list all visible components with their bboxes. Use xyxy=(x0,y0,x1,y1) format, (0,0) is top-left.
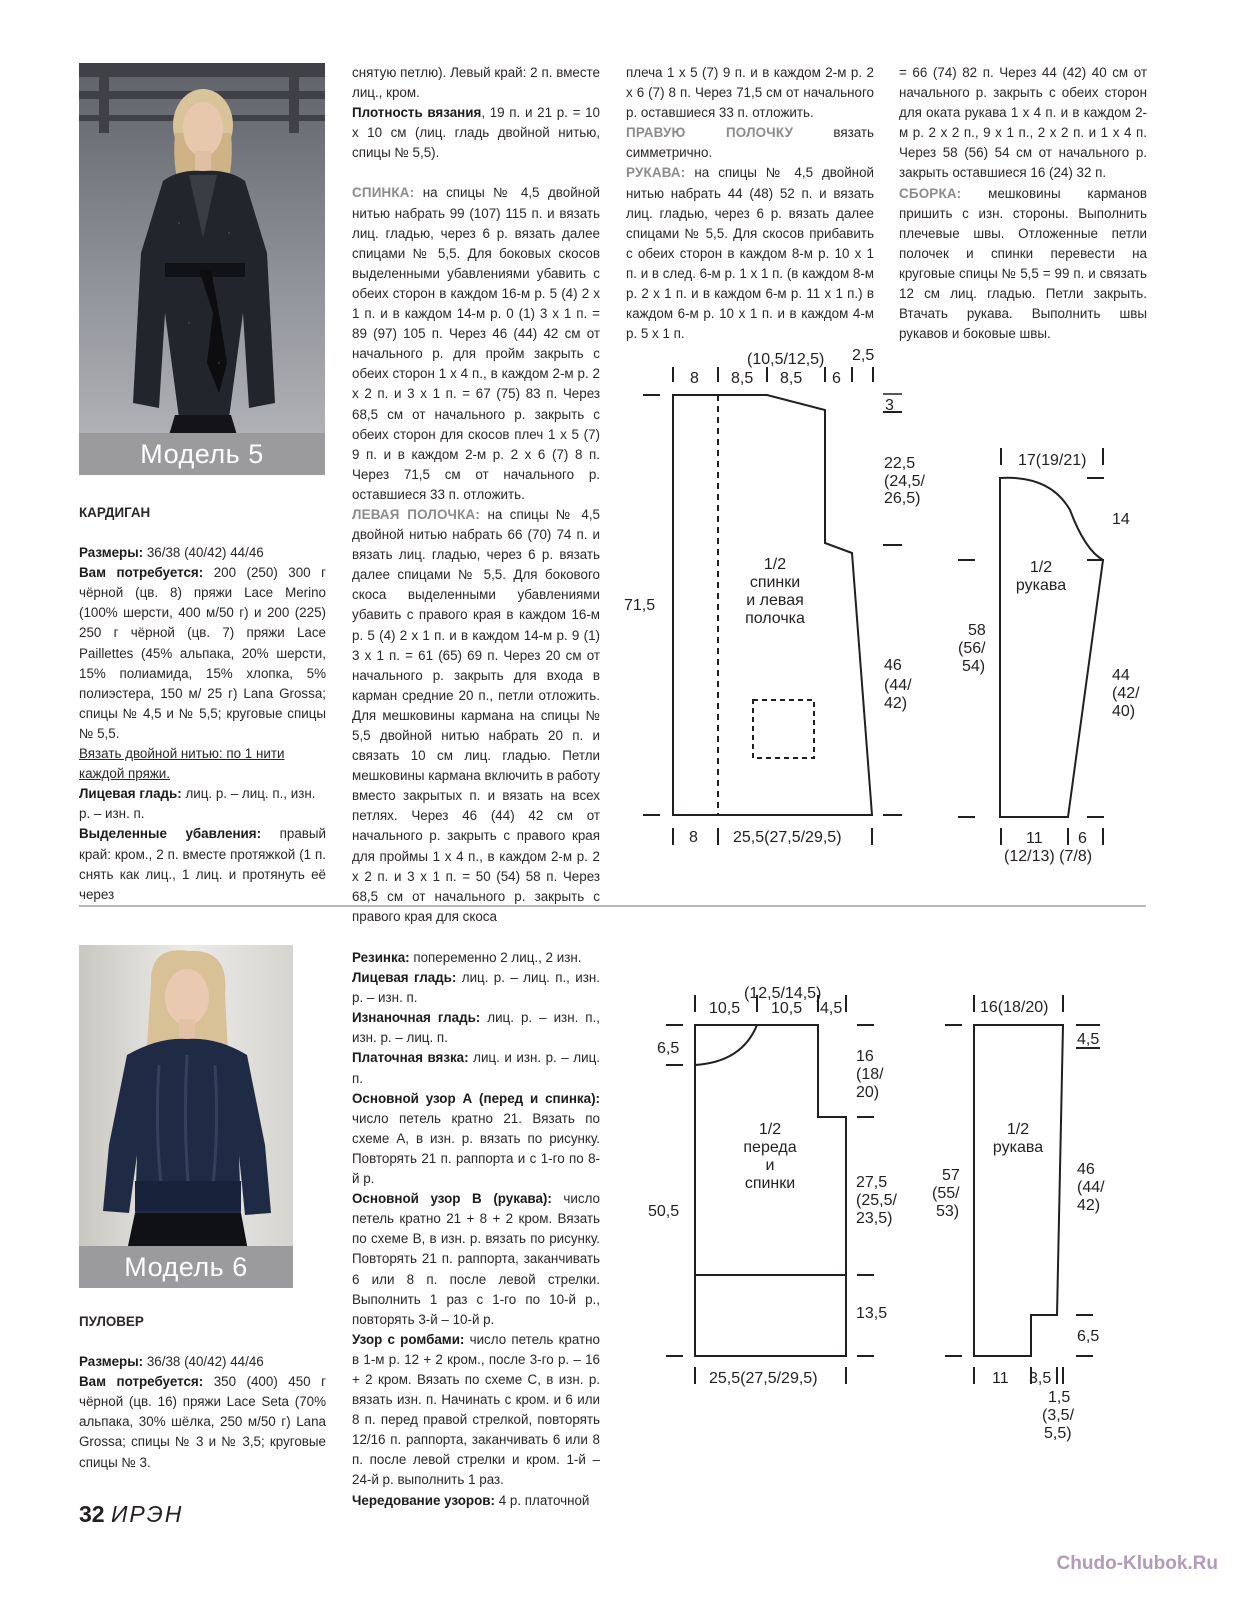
model-6-photo xyxy=(79,945,293,1288)
d4-right-45: 4,5 xyxy=(1077,1031,1100,1048)
model-6-title: ПУЛОВЕР xyxy=(79,1314,144,1329)
svg-text:53): 53) xyxy=(936,1203,960,1220)
model-5-photo xyxy=(79,63,325,475)
d1-bottom-8: 8 xyxy=(689,829,698,846)
svg-text:5,5): 5,5) xyxy=(1044,1425,1072,1442)
d3-top-mid: (12,5/14,5) xyxy=(744,985,822,1002)
model-5-back: СПИНКА: на спицы № 4,5 двойной нитью набрать 99 (107) 115 п. и вязать лиц. гладью, через 6 р. вязать далее спицами № 5,5. Для боковых скосов выделенными убавлениями убавить с обеих сторон в каждом 16-м р. 5 (4) 2 х 1 п. и в каждом 14-м р. 0 (1) 3 х 1 п. = 89 (97) 105 п. Через 46 (44) 42 см от начального р. для пройм закрыть с обеих сторон 1 х 4 п., в каждом 2-м р. 2 х 2 п. и 3 х 1 п. = 67 (75) 83 п. Через 68,5 см от начального р. закрыть с обеих сторон для скосов плеч 1 х 5 (7) 9 п. и в каждом 2-м р. 2 х 6 (7) 8 п. Через 71,5 см от начального р. оставшиеся 33 п. отложить. xyxy=(352,185,600,502)
svg-text:рукава: рукава xyxy=(1015,577,1067,594)
section-divider xyxy=(79,905,1146,907)
d1-label: 1/2 xyxy=(763,556,787,573)
d4-right-65: 6,5 xyxy=(1077,1328,1100,1345)
model-6-pattern-b: Основной узор В (рукава): число петель кратно 21 + 8 + 2 кром. Вязать по схеме В, в изн. р. вязать по рисунку. Повторять 21 п. раппорта, заканчивать 6 или 8 п. после левой стрелки. Выполнить 1 раз с 1-го по 10-й р., повторять 3-й – 10-й р. xyxy=(352,1191,600,1327)
svg-text:(18/: (18/ xyxy=(856,1066,884,1083)
d3-right-275: 27,5 xyxy=(856,1174,888,1191)
d4-top: 16(18/20) xyxy=(980,999,1049,1016)
svg-text:рукава: рукава xyxy=(992,1139,1044,1156)
model-6-caption: Модель 6 xyxy=(79,1246,293,1288)
model-6-rib: Резинка: попеременно 2 лиц., 2 изн. xyxy=(352,950,582,965)
d3-left-65: 6,5 xyxy=(657,1040,680,1057)
magazine-name: ИРЭН xyxy=(110,1501,184,1527)
model-5-title: КАРДИГАН xyxy=(79,505,151,520)
d1-top-25: 2,5 xyxy=(852,347,875,364)
svg-text:переда: переда xyxy=(743,1139,797,1156)
model-5-right-front: ПРАВУЮ ПОЛОЧКУ вязать симметрично. xyxy=(626,125,874,161)
cardigan-body-schematic xyxy=(615,335,925,870)
d4-label: 1/2 xyxy=(1006,1121,1030,1138)
d2-right-14: 14 xyxy=(1112,511,1130,528)
svg-text:26,5): 26,5) xyxy=(884,490,921,507)
d4-bottom-15: 1,5 xyxy=(1048,1389,1071,1406)
svg-text:и левая: и левая xyxy=(746,592,804,609)
svg-text:полочка: полочка xyxy=(745,610,805,627)
model-6-diamond-pattern: Узор с ромбами: число петель кратно в 1-м р. 12 + 2 кром., после 3-го р. – 16 + 2 кром. Вязать по схеме С, в изн. р. вязать изн. п. Начинать с кром. и 6 или 8 п. перед правой стрелкой, повторять 12/16 п. раппорта, заканчивать 6 или 8 п. после левой стрелки и кром. 1-й – 24-й р. выполнить 1 раз. xyxy=(352,1331,600,1488)
model-6-alternation: Чередование узоров: 4 р. платочной xyxy=(352,1492,590,1508)
model-5-double-yarn-note: Вязать двойной нитью: по 1 нити каждой пряжи. xyxy=(79,746,285,782)
model-6-reverse: Изнаночная гладь: лиц. р. – изн. п., изн. р. – лиц. п. xyxy=(352,1010,600,1046)
d4-bottom-35: 3,5 xyxy=(1029,1370,1052,1387)
d3-top-105b: 10,5 xyxy=(771,1000,803,1017)
cardigan-model-illustration xyxy=(79,63,325,475)
svg-text:42): 42) xyxy=(884,695,908,712)
d2-label: 1/2 xyxy=(1029,559,1053,576)
svg-text:(42/: (42/ xyxy=(1112,685,1140,702)
model-5-col4-continuation: = 66 (74) 82 п. Через 44 (42) 40 см от начального р. закрыть с обеих сторон для оката рукава 1 х 4 п. и в каждом 2-м р. 2 х 2 п., 9 х 1 п., 2 х 2 п. и 1 х 4 п. Через 58 (56) 54 см от начального р. закрыть оставшиеся 16 (24) 32 п. xyxy=(899,65,1147,181)
d3-right-16: 16 xyxy=(856,1048,874,1065)
svg-text:(24,5/: (24,5/ xyxy=(884,473,925,490)
d1-top-85a: 8,5 xyxy=(731,370,754,387)
d3-right-135: 13,5 xyxy=(856,1305,888,1322)
svg-text:спинки: спинки xyxy=(744,1175,796,1192)
model-6-column-1 xyxy=(79,1312,326,1473)
cardigan-sleeve-schematic xyxy=(950,440,1150,870)
svg-text:23,5): 23,5) xyxy=(856,1210,893,1227)
model-5-sleeves: РУКАВА: на спицы № 4,5 двойной нитью набрать 44 (48) 52 п. и вязать лиц. гладью, через 6 р. вязать далее спицами № 5,5. Для скосов прибавить с обеих сторон в каждом 8-м р. 10 х 1 п. и в след. 6-м р. 1 х 1 п. (в каждом 8-м р. 2 х 1 п. и в каждом 6-м р. 11 х 1 п.) в каждом 6-м р. 10 х 1 п. и в каждом 4-м р. 5 х 1 п. xyxy=(626,165,874,342)
d2-left-58: 58 xyxy=(968,622,986,639)
d1-left-715: 71,5 xyxy=(624,597,656,614)
svg-text:20): 20) xyxy=(856,1084,880,1101)
d1-right-46: 46 xyxy=(884,657,902,674)
svg-text:54): 54) xyxy=(962,658,986,675)
d1-right-225: 22,5 xyxy=(884,455,916,472)
svg-text:(55/: (55/ xyxy=(932,1185,960,1202)
d3-label: 1/2 xyxy=(758,1121,782,1138)
page-number: 32 xyxy=(79,1501,105,1527)
model-5-assembly: СБОРКА: мешковины карманов пришить с изн. стороны. Выполнить плечевые швы. Отложенные петли полочек и спинки перевести на круговые спицы № 5,5 = 99 п. и связать 12 см лиц. гладью. Петли закрыть. Втачать рукава. Выполнить швы рукавов и боковые швы. xyxy=(899,185,1147,342)
model-5-caption: Модель 5 xyxy=(79,433,325,475)
model-5-sizes: Размеры: 36/38 (40/42) 44/46 xyxy=(79,545,264,561)
pullover-body-schematic xyxy=(640,975,910,1395)
d2-top: 17(19/21) xyxy=(1018,452,1087,469)
model-5-column-1 xyxy=(79,503,326,905)
model-5-decreases: Выделенные убавления: правый край: кром., 2 п. вместе протяжкой (1 п. снять как лиц., 1 лиц. и протянуть её через xyxy=(79,826,326,902)
svg-text:(44/: (44/ xyxy=(1077,1179,1105,1196)
d4-left-57: 57 xyxy=(942,1167,960,1184)
d2-right-44: 44 xyxy=(1112,667,1130,684)
model-6-pattern-a: Основной узор А (перед и спинка): число петель кратно 21. Вязать по схеме А, в изн. р. вязать по рисунку. Повторять 21 п. раппорта и с 1-го по 8-й р. xyxy=(352,1090,600,1187)
svg-text:40): 40) xyxy=(1112,703,1136,720)
page-folio xyxy=(79,1501,183,1528)
d4-right-46: 46 xyxy=(1077,1161,1095,1178)
model-5-column-3 xyxy=(626,63,874,344)
svg-text:спинки: спинки xyxy=(749,574,801,591)
model-5-stocking-stitch: Лицевая гладь: лиц. р. – лиц. п., изн. р. – изн. п. xyxy=(79,786,316,822)
d2-bottom-sub: (12/13) (7/8) xyxy=(1004,848,1093,865)
model-6-materials: Вам потребуется: 350 (400) 450 г чёрной (цв. 16) пряжи Lace Seta (70% альпака, 30% шёлка, 250 м/50 г) Lana Grossa; спицы № 3 и № 3,5; круговые спицы № 3. xyxy=(79,1374,326,1470)
model-5-materials: Вам потребуется: 200 (250) 300 г чёрной (цв. 8) пряжи Lace Merino (100% шерсти, 400 м/50 г) и 200 (225) 250 г чёрной (цв. 7) пряжи Lace Paillettes (45% альпака, 20% шерсти, 15% полиамида, 15% хлопка, 5% полиэстера, 150 м/ 25 г) Lana Grossa; спицы № 4,5 и № 5,5; круговые спицы № 5,5. xyxy=(79,565,326,741)
model-5-left-front: ЛЕВАЯ ПОЛОЧКА: на спицы № 4,5 двойной нитью набрать 66 (70) 74 п. и вязать лиц. гладью, через 6 р. вязать далее спицами № 5,5. Для бокового скоса выделенными убавлениями убавить с правого края в каждом 16-м р. 5 (4) 2 х 1 п. и в каждом 14-м р. 9 (1) 3 х 1 п. = 61 (65) 69 п. Через 20 см от начального р. закрыть для входа в карман средние 20 п., петли отложить. Для мешковины кармана на спицы № 5,5 двойной нитью набрать 20 п. и связать 10 см лиц. гладью. Петли мешковины кармана включить в работу вместо закрытых п. и вязать на всех петлях. Через 46 (44) 42 см от начального р. закрыть с правого края для проймы 1 х 4 п., в каждом 2-м р. 2 х 2 п. и 3 х 1 п. = 50 (54) 58 п. Через 68,5 см от начального р. закрыть с правого края для скоса xyxy=(352,506,600,924)
d2-bottom-6: 6 xyxy=(1078,830,1087,847)
d1-top-85b: 8,5 xyxy=(780,370,803,387)
svg-text:и: и xyxy=(765,1157,775,1174)
model-5-column-4 xyxy=(899,63,1147,344)
model-5-col2-continuation: снятую петлю). Левый край: 2 п. вместе лиц., кром. xyxy=(352,65,600,101)
d1-top-8: 8 xyxy=(690,370,699,387)
d4-bottom-11: 11 xyxy=(992,1370,1009,1387)
svg-text:42): 42) xyxy=(1077,1197,1101,1214)
pullover-sleeve-schematic xyxy=(925,975,1150,1450)
model-5-column-2 xyxy=(352,63,600,927)
d2-bottom-11: 11 xyxy=(1026,830,1043,847)
d3-top-45: 4,5 xyxy=(820,1000,843,1017)
d1-top-3: 3 xyxy=(885,397,894,414)
pullover-model-illustration xyxy=(79,945,293,1288)
svg-text:(56/: (56/ xyxy=(958,640,986,657)
model-5-col3-continuation: плеча 1 х 5 (7) 9 п. и в каждом 2-м р. 2 х 6 (7) 8 п. Через 71,5 см от начального р. оставшиеся 33 п. отложить. xyxy=(626,65,874,121)
svg-text:(25,5/: (25,5/ xyxy=(856,1192,897,1209)
model-6-stocking: Лицевая гладь: лиц. р. – лиц. п., изн. р. – изн. п. xyxy=(352,970,601,1006)
model-6-garter: Платочная вязка: лиц. и изн. р. – лиц. п. xyxy=(352,1050,600,1086)
d1-bottom-255: 25,5(27,5/29,5) xyxy=(733,829,842,846)
d3-bottom: 25,5(27,5/29,5) xyxy=(709,1370,818,1387)
d1-top-mid: (10,5/12,5) xyxy=(747,351,825,368)
d3-left-505: 50,5 xyxy=(648,1203,680,1220)
model-6-column-2 xyxy=(352,948,600,1511)
model-5-density: Плотность вязания, 19 п. и 21 р. = 10 х 10 см (лиц. гладь двойной нитью, спицы № 5,5). xyxy=(352,105,600,161)
site-watermark: Chudo-Klubok.Ru xyxy=(1056,1553,1218,1574)
svg-text:(44/: (44/ xyxy=(884,677,912,694)
model-6-sizes: Размеры: 36/38 (40/42) 44/46 xyxy=(79,1354,264,1370)
svg-text:(3,5/: (3,5/ xyxy=(1042,1407,1075,1424)
d3-top-105a: 10,5 xyxy=(709,1000,741,1017)
d1-top-6: 6 xyxy=(832,370,841,387)
